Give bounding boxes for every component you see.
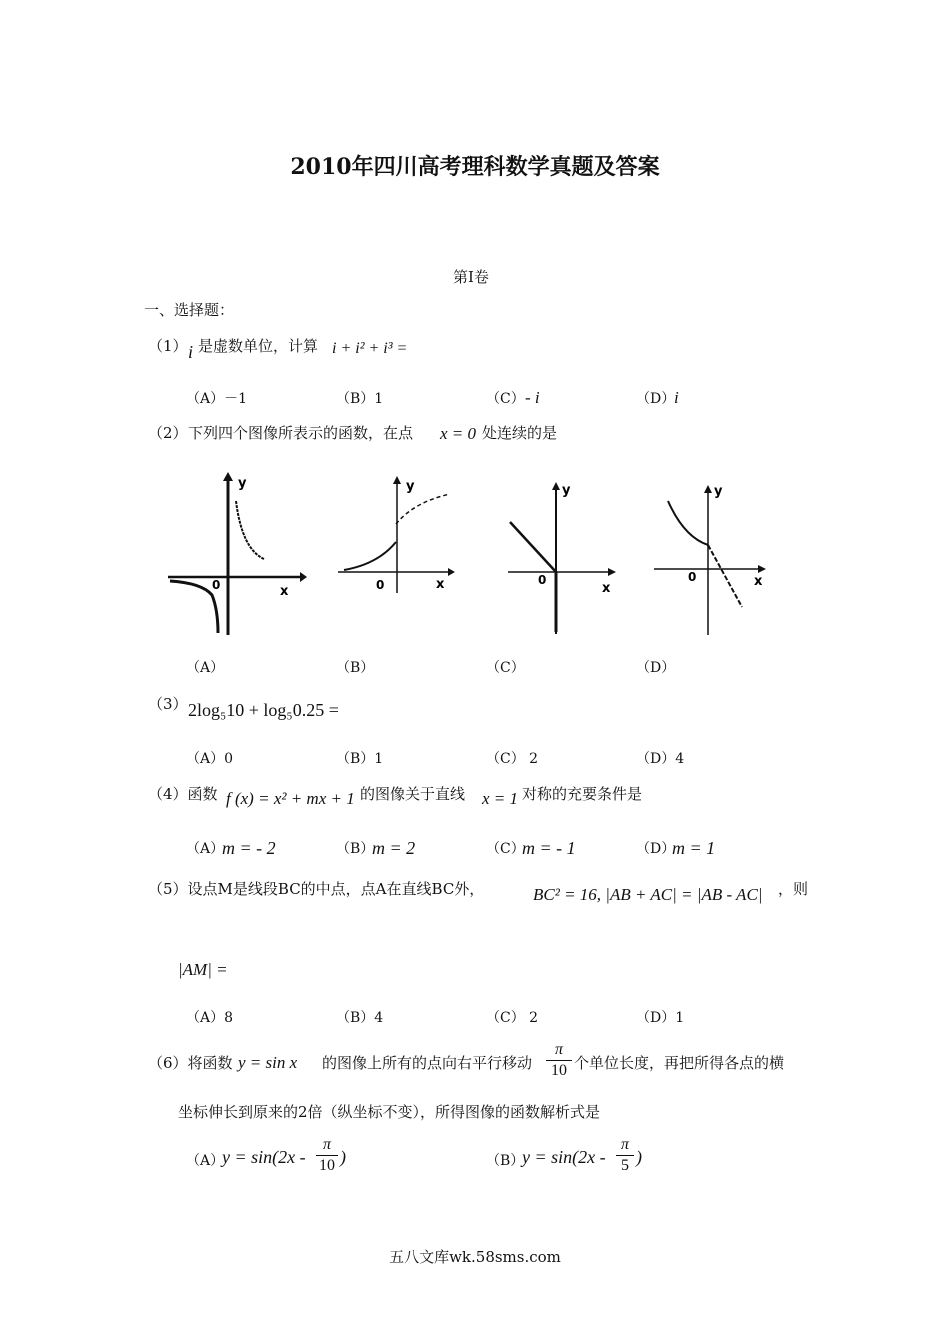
q6-option-a-den: 10 [319,1157,335,1174]
graph-a-origin-label: 0 [212,578,221,592]
q6-option-b-post: ) [636,1147,642,1167]
q4-expr: f (x) = x² + mx + 1 [226,789,355,808]
q4-text: 的图像关于直线 [360,785,466,803]
q6-option-b-pre: y = sin(2x - [522,1147,606,1167]
q3-option-c: （C） 2 [486,751,539,767]
q3-option-d: （D）4 [636,751,685,767]
q4-option-a: （A） [186,841,225,857]
q4-option-a-value: m = - 2 [222,838,276,858]
q5-option-d: （D）1 [636,1010,685,1026]
q6-fraction [546,1040,572,1081]
q5-tail: ，则 [778,880,809,898]
q6-expr: y = sin x [238,1053,298,1072]
q4-option-d-value: m = 1 [672,838,716,858]
q1-expr: i + i² + i³ = [332,340,408,357]
q2-number: （2） [148,424,188,442]
q6-text-a: （6）将函数 [148,1054,233,1072]
graph-a-y-label: y [238,476,247,491]
q6-option-a: （A） [186,1153,225,1169]
q2-expr: x = 0 [440,424,477,443]
graph-d-origin-label: 0 [688,570,697,584]
q4-option-d: （D） [636,841,676,857]
q4-text-2: 对称的充要条件是 [522,785,643,803]
q3-option-b: （B）1 [336,751,384,767]
q5-text: （5）设点M是线段BC的中点，点A在直线BC外， [148,880,485,898]
q1-number: （1） [148,337,188,355]
graph-d-y-label: y [714,484,723,499]
q2-option-c: （C） [486,660,525,676]
graph-b-y-label: y [406,479,415,494]
graph-a-x-label: x [280,584,289,599]
graph-b-origin-label: 0 [376,578,385,592]
q6-option-a-num: π [316,1135,338,1156]
q2-text-2: 处连续的是 [482,424,558,442]
page-title: 2010年四川高考理科数学真题及答案 [290,154,660,180]
q6-option-b-den: 5 [621,1157,629,1174]
q2-option-d: （D） [636,660,676,676]
q6-option-b-num: π [616,1135,634,1156]
q5-option-b: （B）4 [336,1010,384,1026]
q5-option-a: （A）8 [186,1010,234,1026]
graph-c-y-label: y [562,483,571,498]
q6-fraction-num: π [546,1040,572,1061]
q1-option-a: （A）－1 [186,391,248,407]
q5-expr: BC² = 16, |AB + AC| = |AB - AC| [533,885,763,904]
volume-heading: 第Ⅰ卷 [453,268,489,286]
graph-d-x-label: x [754,574,763,589]
q1-text: 是虚数单位，计算 [198,337,319,355]
q3-option-a: （A）0 [186,751,234,767]
q4-option-c-value: m = - 1 [522,838,576,858]
graph-d [650,475,780,640]
q3-number: （3） [148,695,188,713]
graph-c-x-label: x [602,581,611,596]
graph-a [160,465,310,640]
q5-expr-2: |AM| = [178,960,228,979]
q1-option-d-value: i [674,388,679,407]
q3-expr: 2log₅10 + log₅0.25 = [188,700,339,720]
graph-c-origin-label: 0 [538,573,547,587]
q6-text-b: 的图像上所有的点向右平行移动 [322,1054,533,1072]
q1-var: i [188,342,194,362]
section-heading: 一、选择题： [144,301,235,319]
q6-option-a-fraction [316,1135,338,1176]
q4-number: （4）函数 [148,785,218,803]
q4-expr-2: x = 1 [482,789,519,808]
graph-b-x-label: x [436,577,445,592]
q1-option-d: （D） [636,391,676,407]
q4-option-b: （B） [336,841,375,857]
q2-text: 下列四个图像所表示的函数，在点 [188,424,414,442]
q6-text-c: 个单位长度，再把所得各点的横 [574,1054,785,1072]
q1-option-b: （B）1 [336,391,384,407]
q6-option-a-pre: y = sin(2x - [222,1147,306,1167]
q6-option-b: （B） [486,1153,525,1169]
q1-option-c-value: - i [525,388,540,407]
q2-option-b: （B） [336,660,375,676]
q5-option-c: （C） 2 [486,1010,539,1026]
footer-watermark: 五八文库wk.58sms.com [389,1248,561,1266]
q1-option-c: （C） [486,391,525,407]
graph-c [500,472,630,640]
graph-b [330,468,470,598]
q4-option-c: （C） [486,841,525,857]
q2-option-a: （A） [186,660,225,676]
q4-option-b-value: m = 2 [372,838,416,858]
q6-fraction-den: 10 [551,1062,567,1079]
q6-line-2: 坐标伸长到原来的2倍（纵坐标不变），所得图像的函数解析式是 [178,1103,601,1121]
q6-option-b-fraction [616,1135,634,1176]
q6-option-a-post: ) [340,1147,346,1167]
